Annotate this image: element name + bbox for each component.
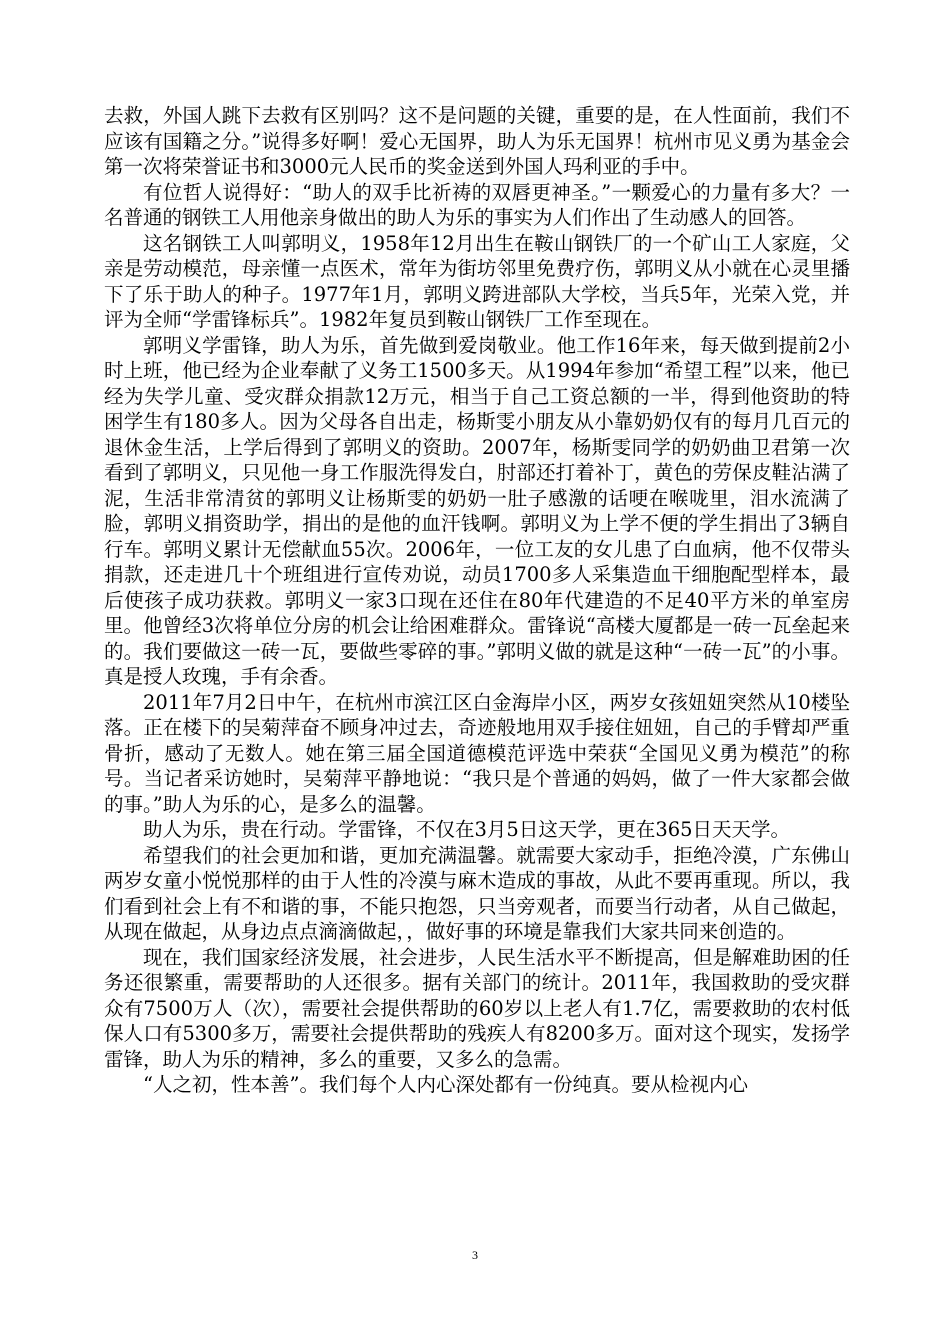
document-body	[104, 103, 850, 1098]
paragraph-7: 希望我们的社会更加和谐，更加充满温馨。就需要大家动手，拒绝冷漠，广东佛山两岁女童小悦悦那样的由于人性的冷漠与麻木造成的事故，从此不要再重现。所以，我们看到社会上有不和谐的事，不能只抱怨，只当旁观者，而要当行动者，从自己做起，从现在做起，从身边点点滴滴做起，，做好事的环境是靠我们大家共同来创造的。	[104, 843, 850, 943]
paragraph-2: 有位哲人说得好：“助人的双手比祈祷的双唇更神圣。”一颗爱心的力量有多大？一名普通的钢铁工人用他亲身做出的助人为乐的事实为人们作出了生动感人的回答。	[104, 180, 850, 229]
paragraph-8: 现在，我们国家经济发展，社会进步，人民生活水平不断提高，但是解难助困的任务还很繁重，需要帮助的人还很多。据有关部门的统计。2011年，我国救助的受灾群众有7500万人（次），需要社会提供帮助的60岁以上老人有1.7亿，需要救助的农村低保人口有5300多万，需要社会提供帮助的残疾人有8200多万。面对这个现实，发扬学雷锋，助人为乐的精神，多么的重要，又多么的急需。	[104, 945, 850, 1071]
paragraph-6: 助人为乐，贵在行动。学雷锋，不仅在3月5日这天学，更在365日天天学。	[143, 818, 791, 841]
page-number: 3	[472, 1248, 478, 1262]
paragraph-5: 2011年7月2日中午，在杭州市滨江区白金海岸小区，两岁女孩妞妞突然从10楼坠落。正在楼下的吴菊萍奋不顾身冲过去，奇迹般地用双手接住妞妞，自己的手臂却严重骨折，感动了无数人。她在第三届全国道德模范评选中荣获“全国见义勇为模范”的称号。当记者采访她时，吴菊萍平静地说：“我只是个普通的妈妈，做了一件大家都会做的事。”助人为乐的心，是多么的温馨。	[104, 690, 850, 816]
paragraph-3: 这名钢铁工人叫郭明义，1958年12月出生在鞍山钢铁厂的一个矿山工人家庭，父亲是劳动模范，母亲懂一点医术，常年为街坊邻里免费疗伤，郭明义从小就在心灵里播下了乐于助人的种子。1977年1月，郭明义跨进部队大学校，当兵5年，光荣入党，并评为全师“学雷锋标兵”。1982年复员到鞍山钢铁厂工作至现在。	[104, 231, 850, 331]
paragraph-9: “人之初，性本善”。我们每个人内心深处都有一份纯真。要从检视内心	[143, 1073, 748, 1096]
paragraph-4: 郭明义学雷锋，助人为乐，首先做到爱岗敬业。他工作16年来，每天做到提前2小时上班，他已经为企业奉献了义务工1500多天。从1994年参加“希望工程”以来，他已经为失学儿童、受灾群众捐款12万元，相当于自己工资总额的一半，得到他资助的特困学生有180多人。因为父母各自出走，杨斯雯小朋友从小靠奶奶仅有的每月几百元的退休金生活，上学后得到了郭明义的资助。2007年，杨斯雯同学的奶奶曲卫君第一次看到了郭明义，只见他一身工作服洗得发白，肘部还打着补丁，黄色的劳保皮鞋沾满了泥，生活非常清贫的郭明义让杨斯雯的奶奶一肚子感激的话哽在喉咙里，泪水流满了脸，郭明义捐资助学，捐出的是他的血汗钱啊。郭明义为上学不便的学生捐出了3辆自行车。郭明义累计无偿献血55次。2006年，一位工友的女儿患了白血病，他不仅带头捐款，还走进几十个班组进行宣传劝说，动员1700多人采集造血干细胞配型样本，最后使孩子成功获救。郭明义一家3口现在还住在80年代建造的不足40平方米的单室房里。他曾经3次将单位分房的机会让给困难群众。雷锋说“高楼大厦都是一砖一瓦垒起来的。我们要做这一砖一瓦，要做些零碎的事。”郭明义做的就是这种“一砖一瓦”的小事。真是授人玫瑰，手有余香。	[104, 333, 850, 688]
paragraph-1: 去救，外国人跳下去救有区别吗？这不是问题的关键，重要的是，在人性面前，我们不应该有国籍之分。”说得多好啊！爱心无国界，助人为乐无国界！杭州市见义勇为基金会第一次将荣誉证书和3000元人民币的奖金送到外国人玛利亚的手中。	[104, 104, 850, 178]
